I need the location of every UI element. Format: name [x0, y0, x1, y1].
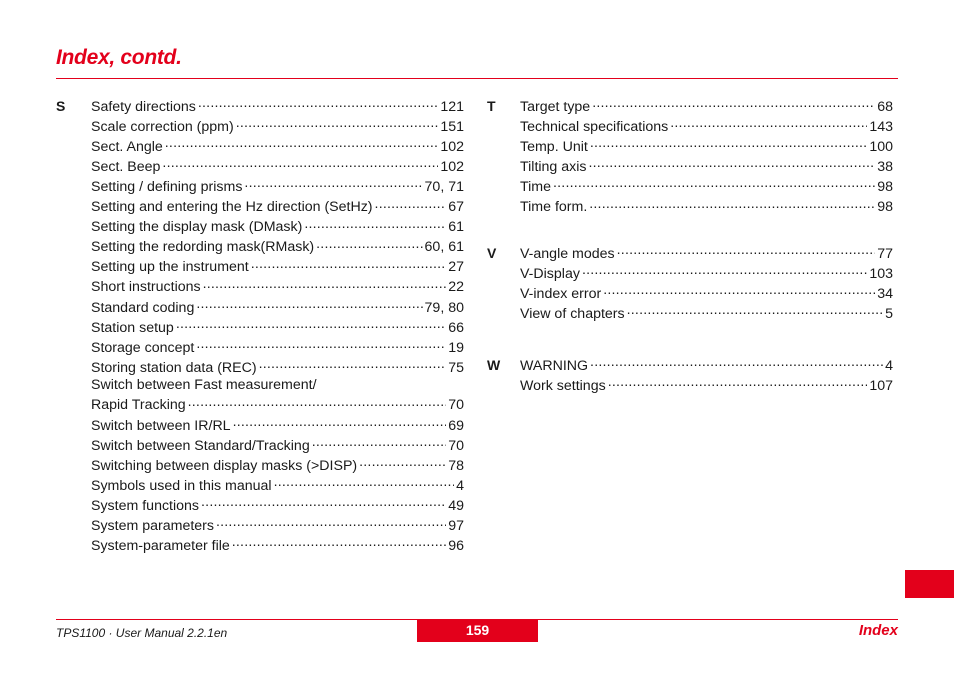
page-reference: 97: [448, 517, 464, 534]
index-entry: [91, 455, 464, 475]
index-term: WARNING: [520, 358, 589, 375]
dot-leader: [553, 177, 875, 191]
index-entry: [520, 264, 893, 284]
index-entry: [91, 495, 464, 515]
index-entry: [520, 376, 893, 396]
index-entry: [91, 475, 464, 495]
page-reference: 100: [869, 139, 893, 156]
index-entry: [91, 415, 464, 435]
index-entry: [91, 117, 464, 137]
dot-leader: [196, 297, 422, 311]
dot-leader: [251, 257, 446, 271]
page-reference: 107: [869, 378, 893, 395]
index-term: System parameters: [91, 517, 214, 534]
dot-leader: [627, 304, 883, 318]
index-term: Sect. Angle: [91, 139, 163, 156]
page-reference: 61: [448, 219, 464, 236]
index-term: Station setup: [91, 319, 174, 336]
page-reference: 79, 80: [424, 299, 464, 316]
page-reference: 67: [448, 199, 464, 216]
dot-leader: [162, 157, 438, 171]
index-entry: [520, 97, 893, 117]
index-term: Switch between IR/RL: [91, 417, 231, 434]
page-title: Index, contd.: [56, 46, 182, 69]
section-letter-t: T: [487, 98, 496, 114]
page-number: 159: [417, 620, 538, 642]
dot-leader: [196, 337, 446, 351]
manual-reference: TPS1100 · User Manual 2.2.1en: [56, 626, 228, 640]
index-term: Scale correction (ppm): [91, 119, 234, 136]
index-term: Temp. Unit: [520, 139, 588, 156]
index-term: System-parameter file: [91, 537, 230, 554]
index-term: Short instructions: [91, 279, 201, 296]
index-term: Sect. Beep: [91, 159, 161, 176]
page-reference: 96: [448, 537, 464, 554]
index-term: Work settings: [520, 378, 606, 395]
page-reference: 121: [440, 99, 464, 116]
header-rule: [56, 78, 898, 79]
dot-leader: [589, 157, 876, 171]
index-entry: [91, 435, 464, 455]
dot-leader: [176, 317, 446, 331]
dot-leader: [312, 435, 447, 449]
page-reference: 102: [440, 139, 464, 156]
page-reference: 70: [448, 437, 464, 454]
dot-leader: [232, 536, 446, 550]
index-entry: [520, 177, 893, 197]
index-term: Time: [520, 179, 552, 196]
index-entry: [91, 395, 464, 415]
page-reference: 27: [448, 259, 464, 276]
index-entry: [91, 357, 464, 377]
index-entry: [91, 257, 464, 277]
index-term: Setting the redording mask(RMask): [91, 239, 315, 256]
index-entry: [91, 197, 464, 217]
index-term: V-Display: [520, 266, 580, 283]
dot-leader: [589, 197, 875, 211]
dot-leader: [233, 415, 447, 429]
index-term: View of chapters: [520, 306, 625, 323]
index-term: Storing station data (REC): [91, 359, 257, 376]
index-entry: [520, 244, 893, 264]
dot-leader: [608, 376, 868, 390]
dot-leader: [582, 264, 867, 278]
dot-leader: [592, 97, 875, 111]
dot-leader: [670, 117, 867, 131]
page-reference: 34: [877, 286, 893, 303]
index-term: Switch between Fast measurement/: [91, 377, 317, 394]
dot-leader: [375, 197, 447, 211]
dot-leader: [304, 217, 446, 231]
section-letter-v: V: [487, 245, 497, 261]
page-reference: 19: [448, 339, 464, 356]
index-entry: [91, 217, 464, 237]
index-term: Setting up the instrument: [91, 259, 249, 276]
page-reference: 143: [869, 119, 893, 136]
index-term: V-index error: [520, 286, 602, 303]
index-term: Technical specifications: [520, 119, 669, 136]
page-reference: 4: [885, 358, 893, 375]
page-reference: 68: [877, 99, 893, 116]
index-entry: [91, 337, 464, 357]
index-term: Setting and entering the Hz direction (SetHz): [91, 199, 373, 216]
index-term: Switch between Standard/Tracking: [91, 437, 310, 454]
page-reference: 66: [448, 319, 464, 336]
page-reference: 151: [440, 119, 464, 136]
page-reference: 5: [885, 306, 893, 323]
section-letter-s: S: [56, 98, 66, 114]
index-term: Time form.: [520, 199, 588, 216]
index-entry: [91, 137, 464, 157]
index-entry: [91, 177, 464, 197]
index-term: Rapid Tracking: [91, 397, 186, 414]
dot-leader: [590, 137, 868, 151]
index-entry: [520, 197, 893, 217]
index-term: V-angle modes: [520, 246, 615, 263]
dot-leader: [201, 495, 446, 509]
index-term: Safety directions: [91, 99, 196, 116]
dot-leader: [236, 117, 439, 131]
page-reference: 22: [448, 279, 464, 296]
index-term: Symbols used in this manual: [91, 477, 272, 494]
dot-leader: [216, 515, 446, 529]
index-term: Target type: [520, 99, 591, 116]
index-term: Switching between display masks (>DISP): [91, 457, 358, 474]
index-entry: [520, 117, 893, 137]
footer-section-title: Index: [858, 622, 898, 639]
dot-leader: [359, 455, 446, 469]
dot-leader: [165, 137, 439, 151]
page-reference: 102: [440, 159, 464, 176]
index-term: Tilting axis: [520, 159, 587, 176]
index-term: Setting the display mask (DMask): [91, 219, 303, 236]
dot-leader: [617, 244, 876, 258]
page-reference: 69: [448, 417, 464, 434]
page-reference: 38: [877, 159, 893, 176]
page-reference: 70, 71: [424, 179, 464, 196]
page-reference: 78: [448, 457, 464, 474]
index-entry: [91, 317, 464, 337]
index-term: System functions: [91, 497, 200, 514]
index-list-v: [520, 244, 893, 324]
index-term: Storage concept: [91, 339, 195, 356]
dot-leader: [590, 356, 883, 370]
index-entry: [91, 97, 464, 117]
index-entry: [91, 536, 464, 556]
page-reference: 98: [877, 179, 893, 196]
page-reference: 4: [456, 477, 464, 494]
index-entry: [520, 304, 893, 324]
dot-leader: [244, 177, 422, 191]
page-reference: 98: [877, 199, 893, 216]
dot-leader: [316, 237, 422, 251]
index-list-w: [520, 356, 893, 396]
index-entry: [520, 157, 893, 177]
index-list-t: [520, 97, 893, 217]
page-reference: 77: [877, 246, 893, 263]
index-entry: [91, 277, 464, 297]
index-entry: [520, 137, 893, 157]
index-entry: [91, 157, 464, 177]
index-entry: [520, 284, 893, 304]
index-entry: [91, 297, 464, 317]
dot-leader: [188, 395, 447, 409]
index-entry: [520, 356, 893, 376]
page-reference: 70: [448, 397, 464, 414]
chapter-tab-marker: [905, 570, 954, 598]
page-reference: 49: [448, 497, 464, 514]
page-reference: 60, 61: [424, 239, 464, 256]
index-list-s: [91, 97, 464, 556]
index-term: Standard coding: [91, 299, 195, 316]
page-reference: 103: [869, 266, 893, 283]
dot-leader: [259, 357, 447, 371]
dot-leader: [274, 475, 455, 489]
page-reference: 75: [448, 359, 464, 376]
dot-leader: [203, 277, 447, 291]
section-letter-w: W: [487, 357, 501, 373]
dot-leader: [603, 284, 875, 298]
index-term: Setting / defining prisms: [91, 179, 243, 196]
index-entry: [91, 237, 464, 257]
index-entry: [91, 377, 464, 395]
dot-leader: [198, 97, 438, 111]
index-entry: [91, 515, 464, 535]
